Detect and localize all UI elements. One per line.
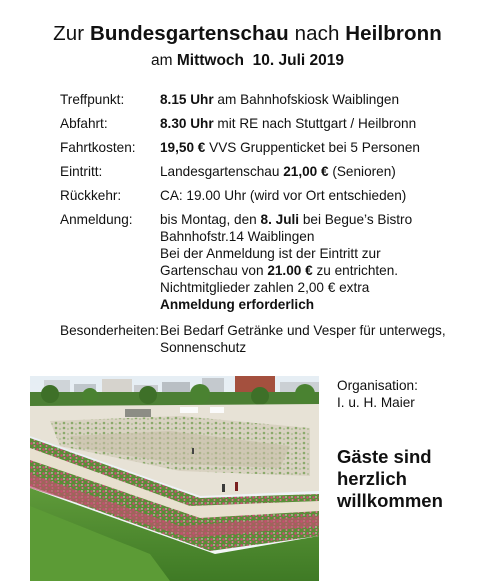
detail-value: bis Montag, den 8. Juli bei Begue’s Bistro Bahnhofstr.14 Waiblingen Bei der Anmeldung ist der Eintritt zur Gartenschau von 21.00 € zu entrichten. Nichtmitglieder zahlen 2,00 € extra Anmeldung erforderlich [160,212,413,312]
detail-label: Anmeldung: [60,212,133,227]
detail-label: Fahrtkosten: [60,140,136,155]
detail-value: Landesgartenschau 21,00 € (Senioren) [160,164,396,179]
detail-value: Bei Bedarf Getränke und Vesper für unterwegs, Sonnenschutz [160,323,446,355]
detail-label: Abfahrt: [60,116,108,131]
organisation-block [337,377,418,411]
detail-label: Eintritt: [60,164,103,179]
detail-label: Treffpunkt: [60,92,125,107]
detail-value: 8.15 Uhr am Bahnhofskiosk Waiblingen [160,92,400,107]
event-date: am Mittwoch 10. Juli 2019 [151,52,344,69]
organisation-label: Organisation: [337,378,418,393]
garden-photo [30,376,319,581]
detail-value: 19,50 € VVS Gruppenticket bei 5 Personen [160,140,420,155]
detail-label: Besonderheiten: [60,323,160,338]
organisation-name: I. u. H. Maier [337,395,415,410]
page-title: Zur Bundesgartenschau nach Heilbronn [53,22,442,45]
detail-label: Rückkehr: [60,188,122,203]
detail-value: 8.30 Uhr mit RE nach Stuttgart / Heilbronn [160,116,417,131]
guests-welcome: Gäste sind herzlich willkommen [337,446,443,511]
detail-value: CA: 19.00 Uhr (wird vor Ort entschieden) [160,188,407,203]
